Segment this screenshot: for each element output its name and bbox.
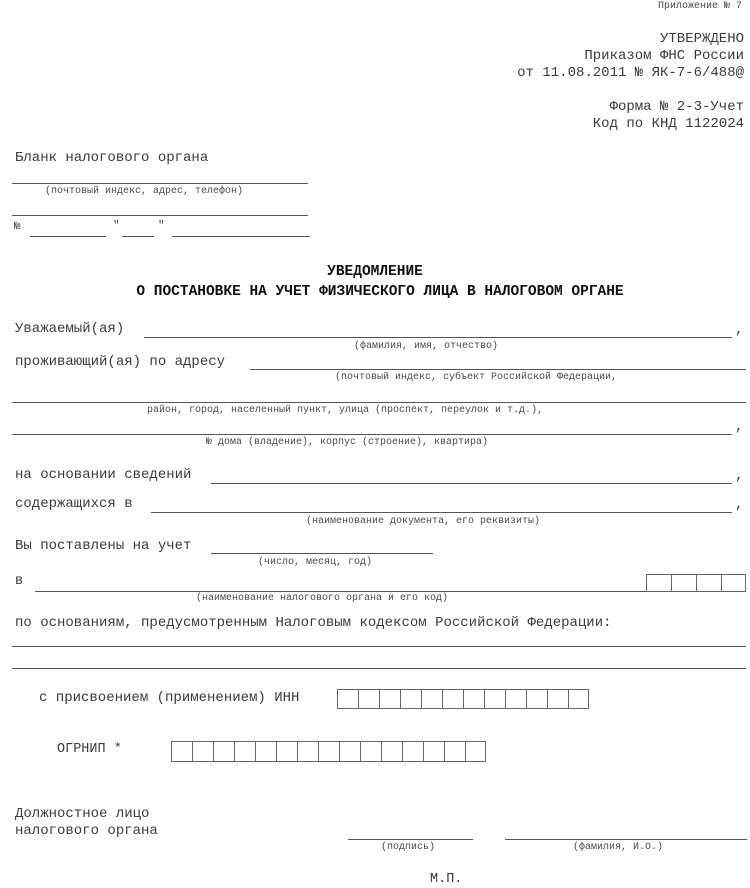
digit-box[interactable] [360, 741, 381, 762]
digit-box[interactable] [696, 574, 721, 592]
address-line-2[interactable] [12, 402, 746, 403]
digit-box[interactable] [463, 689, 484, 709]
full-name-hint: (фамилия, имя, отчество) [354, 341, 499, 352]
digit-box[interactable] [402, 741, 423, 762]
digit-box[interactable] [671, 574, 696, 592]
address-line-3-hint: № дома (владение), корпус (строение), квартира) [206, 437, 489, 448]
digit-box[interactable] [421, 689, 442, 709]
digit-box[interactable] [171, 741, 192, 762]
tax-authority-field[interactable] [35, 591, 646, 592]
signature-field[interactable] [348, 839, 473, 840]
digit-box[interactable] [255, 741, 276, 762]
basis-field[interactable] [211, 483, 732, 484]
official-label-line2: налогового органа [15, 823, 158, 839]
address-field-2[interactable] [12, 215, 308, 216]
order-label: Приказом ФНС России [584, 48, 744, 64]
document-field[interactable] [151, 512, 732, 513]
address-line-1[interactable] [250, 369, 746, 370]
comma: , [735, 419, 744, 435]
digit-box[interactable] [318, 741, 339, 762]
digit-box[interactable] [547, 689, 568, 709]
digit-box[interactable] [465, 741, 486, 762]
quote-close: " [158, 220, 165, 232]
inn-boxes[interactable] [337, 689, 589, 709]
signature-hint: (подпись) [381, 842, 436, 853]
in-label: в [15, 574, 24, 589]
document-subtitle: О ПОСТАНОВКЕ НА УЧЕТ ФИЗИЧЕСКОГО ЛИЦА В НАЛОГОВОМ ОРГАНЕ [136, 284, 624, 300]
digit-box[interactable] [721, 574, 746, 592]
tax-authority-code-boxes[interactable] [646, 574, 746, 592]
inn-label: с присвоением (применением) ИНН [39, 690, 300, 706]
digit-box[interactable] [646, 574, 671, 592]
digit-box[interactable] [484, 689, 505, 709]
digit-box[interactable] [400, 689, 421, 709]
living-label: проживающий(ая) по адресу [15, 354, 226, 370]
knd-code: Код по КНД 1122024 [592, 116, 744, 132]
dear-label: Уважаемый(ая) [15, 321, 125, 337]
full-name-field[interactable] [144, 337, 732, 338]
day-field[interactable] [122, 236, 154, 237]
document-title: УВЕДОМЛЕНИЕ [327, 264, 423, 280]
digit-box[interactable] [192, 741, 213, 762]
digit-box[interactable] [276, 741, 297, 762]
grounds-field-2[interactable] [12, 668, 746, 669]
digit-box[interactable] [358, 689, 379, 709]
tax-authority-hint: (наименование налогового органа и его код) [196, 593, 449, 604]
digit-box[interactable] [568, 689, 589, 709]
address-field[interactable] [12, 183, 308, 184]
registered-label: Вы поставлены на учет [15, 538, 192, 554]
document-number-field[interactable] [30, 236, 106, 237]
address-hint: (почтовый индекс, адрес, телефон) [45, 186, 244, 197]
digit-box[interactable] [381, 741, 402, 762]
address-line-3[interactable] [12, 434, 732, 435]
form-number: Форма № 2-3-Учет [609, 99, 744, 115]
digit-box[interactable] [337, 689, 358, 709]
address-line-2-hint: район, город, населенный пункт, улица (проспект, переулок и т.д.), [147, 405, 544, 416]
digit-box[interactable] [423, 741, 444, 762]
comma: , [735, 322, 744, 338]
approved-label: УТВЕРЖДЕНО [659, 31, 744, 47]
official-name-field[interactable] [505, 839, 747, 840]
blank-label: Бланк налогового органа [15, 150, 209, 166]
digit-box[interactable] [505, 689, 526, 709]
grounds-label: по основаниям, предусмотренным Налоговым кодексом Российской Федерации: [15, 615, 612, 631]
quote-open: " [113, 220, 120, 232]
digit-box[interactable] [442, 689, 463, 709]
digit-box[interactable] [444, 741, 465, 762]
appendix-number: Приложение № 7 [657, 1, 742, 12]
comma: , [735, 468, 744, 484]
digit-box[interactable] [213, 741, 234, 762]
ogrnip-label: ОГРНИП * [57, 742, 122, 757]
stamp-place: М.П. [430, 872, 463, 887]
digit-box[interactable] [379, 689, 400, 709]
order-date: от 11.08.2011 № ЯК-7-6/488@ [517, 65, 744, 81]
digit-box[interactable] [297, 741, 318, 762]
official-name-hint: (фамилия, И.О.) [573, 842, 664, 853]
document-hint: (наименование документа, его реквизиты) [306, 516, 541, 527]
number-sign: № [14, 221, 21, 233]
registration-date-field[interactable] [211, 553, 433, 554]
address-line-1-hint: (почтовый индекс, субъект Российской Федерации, [335, 372, 618, 383]
grounds-field-1[interactable] [12, 646, 746, 647]
basis-label: на основании сведений [15, 467, 192, 483]
ogrnip-boxes[interactable] [171, 741, 486, 762]
official-label-line1: Должностное лицо [15, 806, 150, 822]
contained-label: содержащихся в [15, 496, 133, 512]
digit-box[interactable] [234, 741, 255, 762]
month-year-field[interactable] [172, 236, 310, 237]
comma: , [735, 497, 744, 513]
date-hint: (число, месяц, год) [258, 557, 373, 568]
digit-box[interactable] [526, 689, 547, 709]
digit-box[interactable] [339, 741, 360, 762]
